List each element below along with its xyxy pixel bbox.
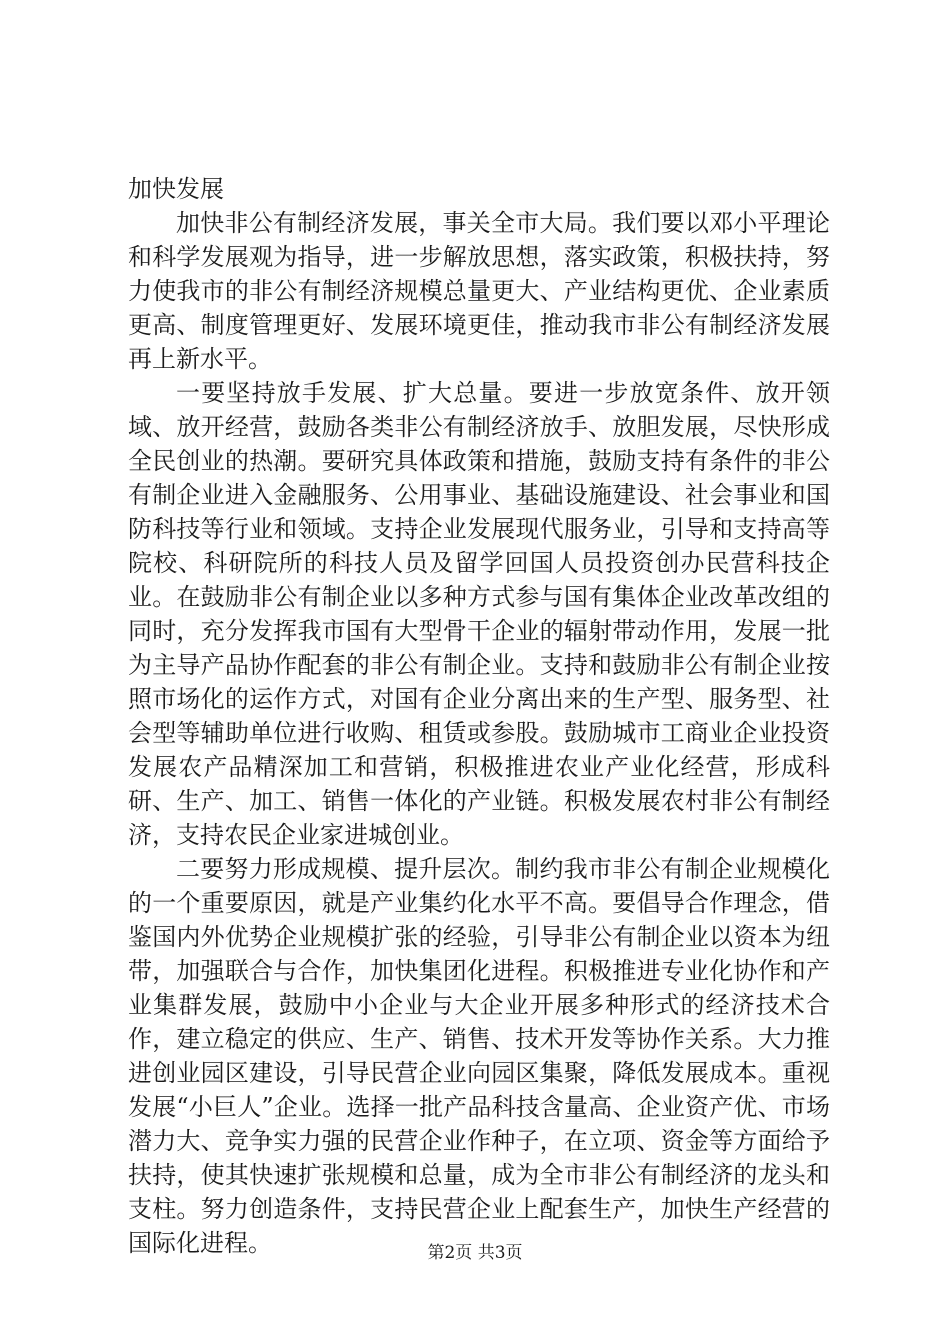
document-body bbox=[128, 172, 830, 1260]
section-heading: 加快发展 bbox=[128, 175, 224, 203]
paragraph-first-point: 一要坚持放手发展、扩大总量。要进一步放宽条件、放开领域、放开经营，鼓励各类非公有制经济放手、放胆发展，尽快形成全民创业的热潮。要研究具体政策和措施，鼓励支持有条件的非公有制企业进入金融服务、公用事业、基础设施建设、社会事业和国防科技等行业和领域。支持企业发展现代服务业，引导和支持高等院校、科研院所的科技人员及留学回国人员投资创办民营科技企业。在鼓励非公有制企业以多种方式参与国有集体企业改革改组的同时，充分发挥我市国有大型骨干企业的辐射带动作用，发展一批为主导产品协作配套的非公有制企业。支持和鼓励非公有制企业按照市场化的运作方式，对国有企业分离出来的生产型、服务型、社会型等辅助单位进行收购、租赁或参股。鼓励城市工商业企业投资发展农产品精深加工和营销，积极推进农业产业化经营，形成科研、生产、加工、销售一体化的产业链。积极发展农村非公有制经济，支持农民企业家进城创业。 bbox=[128, 379, 830, 849]
paragraph-second-point: 二要努力形成规模、提升层次。制约我市非公有制企业规模化的一个重要原因，就是产业集约化水平不高。要倡导合作理念，借鉴国内外优势企业规模扩张的经验，引导非公有制企业以资本为纽带，加强联合与合作，加快集团化进程。积极推进专业化协作和产业集群发展，鼓励中小企业与大企业开展多种形式的经济技术合作，建立稳定的供应、生产、销售、技术开发等协作关系。大力推进创业园区建设，引导民营企业向园区集聚，降低发展成本。重视发展“小巨人”企业。选择一批产品科技含量高、企业资产优、市场潜力大、竞争实力强的民营企业作种子，在立项、资金等方面给予扶持，使其快速扩张规模和总量，成为全市非公有制经济的龙头和支柱。努力创造条件，支持民营企业上配套生产，加快生产经营的国际化进程。 bbox=[128, 855, 830, 1257]
page-number-footer: 第2页 共3页 bbox=[427, 1243, 523, 1263]
paragraph-intro: 加快非公有制经济发展，事关全市大局。我们要以邓小平理论和科学发展观为指导，进一步解放思想，落实政策，积极扶持，努力使我市的非公有制经济规模总量更大、产业结构更优、企业素质更高、制度管理更好、发展环境更佳，推动我市非公有制经济发展再上新水平。 bbox=[128, 209, 830, 373]
